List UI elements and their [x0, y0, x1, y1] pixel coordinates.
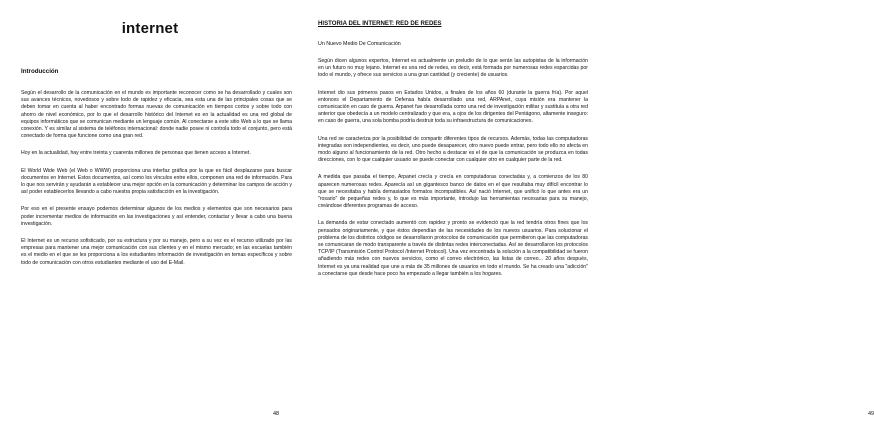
right-body — [318, 20, 588, 288]
paragraph: Hoy en la actualidad, hay entre treinta y cuarenta millones de personas que tienen acceso a Internet. — [21, 150, 251, 157]
chapter-subtitle: Un Nuevo Medio De Comunicación — [318, 41, 401, 47]
section-heading: Introducción — [21, 68, 59, 75]
paragraph: Una red se caracteriza por la posibilidad de compartir diferentes tipos de recursos. Además, todas las computadoras integradas son independientes, es decir, uno puede desaparecer, otro nuevo puede entrar, pero todo ello no afecta en modo alguno al funcionamiento de la red. Otro hecho a destacar es el de que la comunicación se produzca en todas direcciones, con lo que cualquier usuario se puede conectar con cualquier otro en cualquier parte de la red. — [318, 135, 588, 164]
paragraph: La demanda de estar conectado aumentó con rapidez y pronto se evidenció que la red tendría otros fines que los pensados originariamente, y que éstos dependían de las necesidades de los nuevos usuarios. Para solucionar el problema de los distintos códigos se desarrollaron protocolos de comunicación que permitieron que las computadoras se comunicaran de modo transparente a través de distintas redes interconectadas. Así se desarrollaron los protocolos TCP/IP (Transmisión Control Protocol /Internet Protocol). Una vez encontrada la solución a la compatibilidad se fueron añadiendo más redes con nuevos servicios, como el correo electrónico, las listas de correo... 20 años después, Internet es ya una realidad que une a más de 35 millones de usuarios en todo el mundo. Se ha creado una "adicción" a conectarse que desde hace poco ha empezado a llegar también a los hogares. — [318, 220, 588, 277]
paragraph: Según el desarrollo de la comunicación en el mundo es importante reconocer como se ha desarrollado y cuales son sus avances técnicos, novedosos y sobre todo de rapidez y eficacia, sea esta una de las principales cosas que se deben tomar en cuenta al haber encontrado formas nuevas de comunicación en tiempos cortos y sobre todo con ahorro de nivel económico, por lo que el desarrollo histórico del Internet es en la actualidad es una red global de equipos informáticos que se comunican mediante un lenguaje común. Al conectarse a este sitio Web a lo que se llama conexión. Y es similar al sistema de teléfonos internacional: donde nadie posee ni controla todo el conjunto, pero está conectado de forma que funcione como una gran red. — [21, 90, 292, 140]
left-body — [21, 90, 292, 277]
left-page — [0, 0, 300, 428]
right-page — [300, 0, 874, 428]
page-number: 48 — [273, 411, 280, 417]
chapter-title: HISTORIA DEL INTERNET: RED DE REDES — [318, 20, 442, 27]
page-title: internet — [121, 20, 179, 37]
paragraph: Internet dio sus primeros pasos en Estados Unidos, a finales de los años 60 (durante la guerra fría). Por aquel entonces el Departamento de Defensa había desarrollado una red, ARPAnet, cuya misión era mantener la comunicación en caso de guerra. Arpanet fue desarrollada como una red de investigación militar y sustituía a otra red anterior que obedecía a un modelo centralizado y que era, a ojos de los dirigentes del Pentágono, altamente inseguro: en caso de guerra, una sola bomba podría destruir toda su infraestructura de comunicaciones. — [318, 89, 588, 125]
paragraph: El Internet es un recurso sofisticado, por su estructura y por su manejo, pero a su vez es el recurso utilizado por las empresas para mantener una mejor comunicación con sus clientes y en el mismo mercado; en las escuelas también es el medio en el que se les proporciona a los estudiantes información de investigación en temas específicos y sobre todo de comunicación con otros estudiantes mediante el uso del E-Mail. — [21, 238, 292, 266]
page-number: 49 — [868, 411, 874, 417]
paragraph: Por eso en el presente ensayo podemos determinar algunos de los medios y elementos que son necesarios para poder incrementar medios de información en las investigaciones y así entender, contactar y llevar a cabo una buena investigación. — [21, 206, 292, 227]
paragraph: A medida que pasaba el tiempo, Arpanet crecía y crecía en computadoras conectadas y, a comienzos de los 80 aparecen numerosas redes. Aparecía así un gigantesco banco de datos en el que resultaba muy difícil encontrar lo que se necesitaba y había demasiados formatos incompatibles. Así nació Internet, que unificó lo que antes era un "rosario" de pequeñas redes y, lo que es más importante, introdujo las herramientas necesarias para su manejo, creándose diferentes programas de acceso. — [318, 174, 588, 210]
paragraph: El World Wide Web (el Web o WWW) proporciona una interfaz gráfica por la que es fácil desplazarse para buscar documentos en Internet. Estos documentos, así como los vínculos entre ellos, componen una red de información. Para lo que nos servirán y ayudarán a establecer una mejor opción en la comunicación y determinar los campos de acción y así poder establecerlos llevando a cabo nuestra propia satisfacción en la investigación. — [21, 167, 292, 196]
paragraph: Según dicen algunos expertos, Internet es actualmente un preludio de lo que serán las autopistas de la información en un futuro no muy lejano. Internet es una red de redes, es decir, está formada por numerosas redes esparcidas por todo el mundo, y ofrece sus servicios a una gran cantidad (y creciente) de usuarios. — [318, 58, 588, 79]
